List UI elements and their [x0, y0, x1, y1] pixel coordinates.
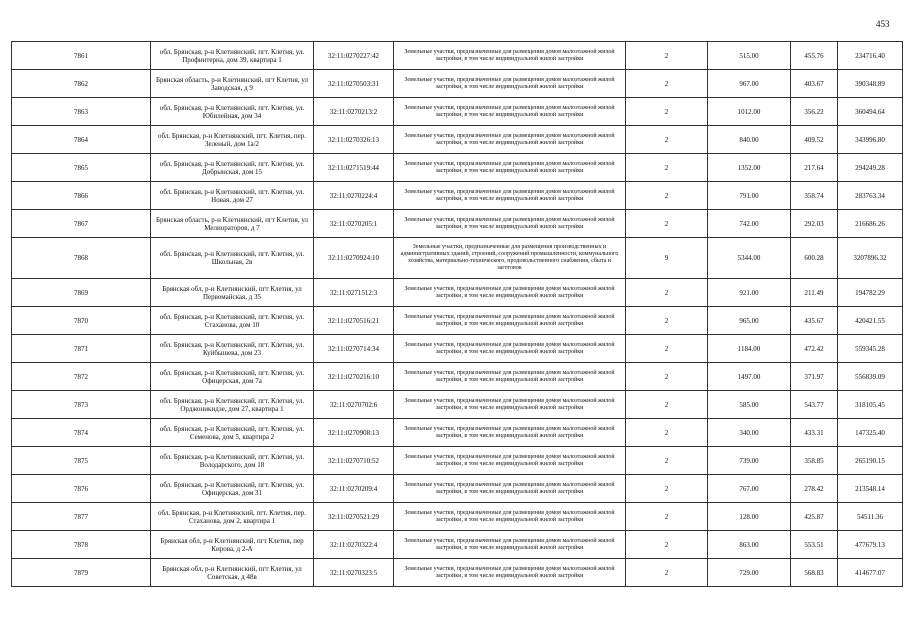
- specific-value-cell: 433.31: [791, 419, 838, 447]
- permitted-use-cell: Земельные участки, предназначенные для размещения домов малоэтажной жилой застройки, в том числе индивидуальной жилой застройки: [394, 126, 626, 154]
- table-row: [12, 531, 903, 559]
- cadastral-value-cell: 265190.15: [838, 447, 903, 475]
- cadastral-value-cell: 213548.14: [838, 475, 903, 503]
- row-number-cell: 7878: [12, 531, 151, 559]
- area-cell: 840.00: [708, 126, 791, 154]
- cadastral-value-cell: 283763.34: [838, 182, 903, 210]
- specific-value-cell: 409.52: [791, 126, 838, 154]
- cadastral-number-cell: 32:11:0270702:6: [314, 391, 394, 419]
- area-cell: 1352.00: [708, 154, 791, 182]
- permitted-use-cell: Земельные участки, предназначенные для размещения домов малоэтажной жилой застройки, в том числе индивидуальной жилой застройки: [394, 531, 626, 559]
- cadastral-value-cell: 3207896.32: [838, 238, 903, 279]
- cadastral-number-cell: 32:11:0270216:10: [314, 363, 394, 391]
- cadastral-number-cell: 32:11:0270209:4: [314, 475, 394, 503]
- cadastral-number-cell: 32:11:0270224:4: [314, 182, 394, 210]
- cadastral-value-cell: 477679.13: [838, 531, 903, 559]
- cadastral-number-cell: 32:11:0270503:31: [314, 70, 394, 98]
- address-cell: обл. Брянская, р-н Клетнянский, пгт. Клетня, ул. Профинтерна, дом 39, квартира 1: [151, 42, 314, 70]
- table-row: [12, 70, 903, 98]
- permitted-use-cell: Земельные участки, предназначенные для размещения домов малоэтажной жилой застройки, в том числе индивидуальной жилой застройки: [394, 279, 626, 307]
- cadastral-value-cell: 147325.40: [838, 419, 903, 447]
- area-cell: 729.00: [708, 559, 791, 587]
- row-number-cell: 7863: [12, 98, 151, 126]
- address-cell: обл. Брянская, р-н Клетнянский, пгт. Клетня, ул. Володарского, дом 18: [151, 447, 314, 475]
- cadastral-value-table: [11, 41, 903, 587]
- table-body: [12, 42, 903, 587]
- specific-value-cell: 435.67: [791, 307, 838, 335]
- area-cell: 5344.00: [708, 238, 791, 279]
- table-row: [12, 154, 903, 182]
- permitted-use-cell: Земельные участки, предназначенные для размещения домов малоэтажной жилой застройки, в том числе индивидуальной жилой застройки: [394, 419, 626, 447]
- cadastral-value-cell: 234716.40: [838, 42, 903, 70]
- address-cell: Брянская область, р-н Клетнянский, пгт Клетня, ул Мелиораторов, д 7: [151, 210, 314, 238]
- address-cell: обл. Брянская, р-н Клетнянский, пгт. Клетня, ул. Школьная, 2в: [151, 238, 314, 279]
- permitted-use-cell: Земельные участки, предназначенные для размещения домов малоэтажной жилой застройки, в том числе индивидуальной жилой застройки: [394, 98, 626, 126]
- table-row: [12, 363, 903, 391]
- row-number-cell: 7865: [12, 154, 151, 182]
- specific-value-cell: 292.03: [791, 210, 838, 238]
- row-number-cell: 7871: [12, 335, 151, 363]
- permitted-use-cell: Земельные участки, предназначенные для размещения домов малоэтажной жилой застройки, в том числе индивидуальной жилой застройки: [394, 475, 626, 503]
- row-number-cell: 7872: [12, 363, 151, 391]
- specific-value-cell: 568.83: [791, 559, 838, 587]
- address-cell: обл. Брянская, р-н Клетнянский, пгт. Клетня, пер. Стаханова, дом 2, квартира 1: [151, 503, 314, 531]
- address-cell: обл. Брянская, р-н Клетнянский, пгт. Клетня, ул. Стаханова, дом 10: [151, 307, 314, 335]
- specific-value-cell: 543.77: [791, 391, 838, 419]
- category-code-cell: 2: [626, 475, 708, 503]
- specific-value-cell: 371.97: [791, 363, 838, 391]
- address-cell: Брянская обл, р-н Клетнянский, пгт Клетня, ул Первомайская, д 35: [151, 279, 314, 307]
- table-row: [12, 98, 903, 126]
- address-cell: обл. Брянская, р-н Клетнянский, пгт. Клетня, ул. Семенова, дом 5, квартира 2: [151, 419, 314, 447]
- specific-value-cell: 600.28: [791, 238, 838, 279]
- area-cell: 921.00: [708, 279, 791, 307]
- area-cell: 1184.00: [708, 335, 791, 363]
- cadastral-number-cell: 32:11:0270205:1: [314, 210, 394, 238]
- category-code-cell: 9: [626, 238, 708, 279]
- permitted-use-cell: Земельные участки, предназначенные для размещения домов малоэтажной жилой застройки, в том числе индивидуальной жилой застройки: [394, 363, 626, 391]
- area-cell: 739.00: [708, 447, 791, 475]
- specific-value-cell: 358.74: [791, 182, 838, 210]
- table-row: [12, 419, 903, 447]
- cadastral-number-cell: 32:11:0271512:3: [314, 279, 394, 307]
- cadastral-number-cell: 32:11:0270323:5: [314, 559, 394, 587]
- area-cell: 340.00: [708, 419, 791, 447]
- table-row: [12, 335, 903, 363]
- row-number-cell: 7879: [12, 559, 151, 587]
- specific-value-cell: 472.42: [791, 335, 838, 363]
- cadastral-value-cell: 390348.89: [838, 70, 903, 98]
- permitted-use-cell: Земельные участки, предназначенные для размещения производственных и административных зданий, строений, сооружений промышленности, коммунального хозяйства, материально-технического, продовольственного снабжения, сбыта и заготовок: [394, 238, 626, 279]
- area-cell: 767.00: [708, 475, 791, 503]
- permitted-use-cell: Земельные участки, предназначенные для размещения домов малоэтажной жилой застройки, в том числе индивидуальной жилой застройки: [394, 182, 626, 210]
- permitted-use-cell: Земельные участки, предназначенные для размещения домов малоэтажной жилой застройки, в том числе индивидуальной жилой застройки: [394, 447, 626, 475]
- table-row: [12, 126, 903, 154]
- specific-value-cell: 358.85: [791, 447, 838, 475]
- row-number-cell: 7864: [12, 126, 151, 154]
- category-code-cell: 2: [626, 391, 708, 419]
- table-row: [12, 447, 903, 475]
- table-row: [12, 391, 903, 419]
- specific-value-cell: 425.87: [791, 503, 838, 531]
- area-cell: 742.00: [708, 210, 791, 238]
- area-cell: 1012.00: [708, 98, 791, 126]
- address-cell: обл. Брянская, р-н Клетнянский, пгт. Клетня, ул. Куйбышева, дом 23: [151, 335, 314, 363]
- permitted-use-cell: Земельные участки, предназначенные для размещения домов малоэтажной жилой застройки, в том числе индивидуальной жилой застройки: [394, 70, 626, 98]
- permitted-use-cell: Земельные участки, предназначенные для размещения домов малоэтажной жилой застройки, в том числе индивидуальной жилой застройки: [394, 391, 626, 419]
- permitted-use-cell: Земельные участки, предназначенные для размещения домов малоэтажной жилой застройки, в том числе индивидуальной жилой застройки: [394, 210, 626, 238]
- cadastral-value-cell: 556839.09: [838, 363, 903, 391]
- table-row: [12, 475, 903, 503]
- table-row: [12, 182, 903, 210]
- cadastral-value-cell: 318105.45: [838, 391, 903, 419]
- cadastral-number-cell: 32:11:0270213:2: [314, 98, 394, 126]
- category-code-cell: 2: [626, 279, 708, 307]
- row-number-cell: 7868: [12, 238, 151, 279]
- area-cell: 1497.00: [708, 363, 791, 391]
- cadastral-value-cell: 216686.26: [838, 210, 903, 238]
- cadastral-number-cell: 32:11:0270326:13: [314, 126, 394, 154]
- area-cell: 863.00: [708, 531, 791, 559]
- category-code-cell: 2: [626, 447, 708, 475]
- address-cell: Брянская обл, р-н Клетнянский, пгт Клетня, ул Советская, д 48в: [151, 559, 314, 587]
- category-code-cell: 2: [626, 531, 708, 559]
- row-number-cell: 7873: [12, 391, 151, 419]
- address-cell: обл. Брянская, р-н Клетнянский, пгт. Клетня, ул. Юбилейная, дом 34: [151, 98, 314, 126]
- row-number-cell: 7866: [12, 182, 151, 210]
- row-number-cell: 7861: [12, 42, 151, 70]
- cadastral-number-cell: 32:11:0270516:21: [314, 307, 394, 335]
- cadastral-value-cell: 559345.28: [838, 335, 903, 363]
- row-number-cell: 7867: [12, 210, 151, 238]
- cadastral-value-cell: 194782.29: [838, 279, 903, 307]
- row-number-cell: 7874: [12, 419, 151, 447]
- area-cell: 585.00: [708, 391, 791, 419]
- permitted-use-cell: Земельные участки, предназначенные для размещения домов малоэтажной жилой застройки, в том числе индивидуальной жилой застройки: [394, 335, 626, 363]
- address-cell: Брянская обл, р-н Клетнянский, пгт Клетня, пер Кирова, д 2-А: [151, 531, 314, 559]
- specific-value-cell: 356.22: [791, 98, 838, 126]
- permitted-use-cell: Земельные участки, предназначенные для размещения домов малоэтажной жилой застройки, в том числе индивидуальной жилой застройки: [394, 42, 626, 70]
- cadastral-number-cell: 32:11:0270227:42: [314, 42, 394, 70]
- address-cell: Брянская область, р-н Клетнянский, пгт Клетня, ул Заводская, д 9: [151, 70, 314, 98]
- table-row: [12, 307, 903, 335]
- cadastral-number-cell: 32:11:0270908:13: [314, 419, 394, 447]
- category-code-cell: 2: [626, 42, 708, 70]
- cadastral-value-cell: 360494.64: [838, 98, 903, 126]
- category-code-cell: 2: [626, 210, 708, 238]
- category-code-cell: 2: [626, 182, 708, 210]
- category-code-cell: 2: [626, 363, 708, 391]
- area-cell: 128.00: [708, 503, 791, 531]
- cadastral-value-cell: 294249.28: [838, 154, 903, 182]
- row-number-cell: 7875: [12, 447, 151, 475]
- cadastral-number-cell: 32:11:0270924:10: [314, 238, 394, 279]
- specific-value-cell: 211.49: [791, 279, 838, 307]
- cadastral-number-cell: 32:11:0270714:34: [314, 335, 394, 363]
- cadastral-value-cell: 54511.36: [838, 503, 903, 531]
- row-number-cell: 7870: [12, 307, 151, 335]
- specific-value-cell: 403.67: [791, 70, 838, 98]
- permitted-use-cell: Земельные участки, предназначенные для размещения домов малоэтажной жилой застройки, в том числе индивидуальной жилой застройки: [394, 154, 626, 182]
- permitted-use-cell: Земельные участки, предназначенные для размещения домов малоэтажной жилой застройки, в том числе индивидуальной жилой застройки: [394, 307, 626, 335]
- category-code-cell: 2: [626, 335, 708, 363]
- table-row: [12, 279, 903, 307]
- area-cell: 967.00: [708, 70, 791, 98]
- category-code-cell: 2: [626, 154, 708, 182]
- specific-value-cell: 455.76: [791, 42, 838, 70]
- category-code-cell: 2: [626, 419, 708, 447]
- category-code-cell: 2: [626, 503, 708, 531]
- cadastral-number-cell: 32:11:0270710:52: [314, 447, 394, 475]
- row-number-cell: 7869: [12, 279, 151, 307]
- area-cell: 515.00: [708, 42, 791, 70]
- area-cell: 791.00: [708, 182, 791, 210]
- specific-value-cell: 278.42: [791, 475, 838, 503]
- page-number: 453: [876, 19, 890, 29]
- cadastral-value-cell: 343996.80: [838, 126, 903, 154]
- cadastral-number-cell: 32:11:0271519:44: [314, 154, 394, 182]
- address-cell: обл. Брянская, р-н Клетнянский, пгт. Клетня, ул. Офицерская, дом 31: [151, 475, 314, 503]
- area-cell: 965.00: [708, 307, 791, 335]
- row-number-cell: 7877: [12, 503, 151, 531]
- cadastral-value-cell: 420421.55: [838, 307, 903, 335]
- address-cell: обл. Брянская, р-н Клетнянский, пгт. Клетня, ул. Добрынская, дом 15: [151, 154, 314, 182]
- category-code-cell: 2: [626, 126, 708, 154]
- address-cell: обл. Брянская, р-н Клетнянский, пгт. Клетня, пер. Зеленый, дом 1а/2: [151, 126, 314, 154]
- table-row: [12, 503, 903, 531]
- category-code-cell: 2: [626, 559, 708, 587]
- cadastral-value-cell: 414677.07: [838, 559, 903, 587]
- cadastral-number-cell: 32:11:0270322:4: [314, 531, 394, 559]
- specific-value-cell: 553.51: [791, 531, 838, 559]
- address-cell: обл. Брянская, р-н Клетнянский, пгт. Клетня, ул. Новая, дом 27: [151, 182, 314, 210]
- table-row: [12, 210, 903, 238]
- permitted-use-cell: Земельные участки, предназначенные для размещения домов малоэтажной жилой застройки, в том числе индивидуальной жилой застройки: [394, 559, 626, 587]
- category-code-cell: 2: [626, 307, 708, 335]
- table-row: [12, 238, 903, 279]
- category-code-cell: 2: [626, 70, 708, 98]
- row-number-cell: 7862: [12, 70, 151, 98]
- category-code-cell: 2: [626, 98, 708, 126]
- permitted-use-cell: Земельные участки, предназначенные для размещения домов малоэтажной жилой застройки, в том числе индивидуальной жилой застройки: [394, 503, 626, 531]
- row-number-cell: 7876: [12, 475, 151, 503]
- table-row: [12, 42, 903, 70]
- table-row: [12, 559, 903, 587]
- cadastral-number-cell: 32:11:0270521:29: [314, 503, 394, 531]
- specific-value-cell: 217.64: [791, 154, 838, 182]
- address-cell: обл. Брянская, р-н Клетнянский, пгт. Клетня, ул. Орджоникидзе, дом 27, квартира 1: [151, 391, 314, 419]
- address-cell: обл. Брянская, р-н Клетнянский, пгт. Клетня, ул. Офицерская, дом 7а: [151, 363, 314, 391]
